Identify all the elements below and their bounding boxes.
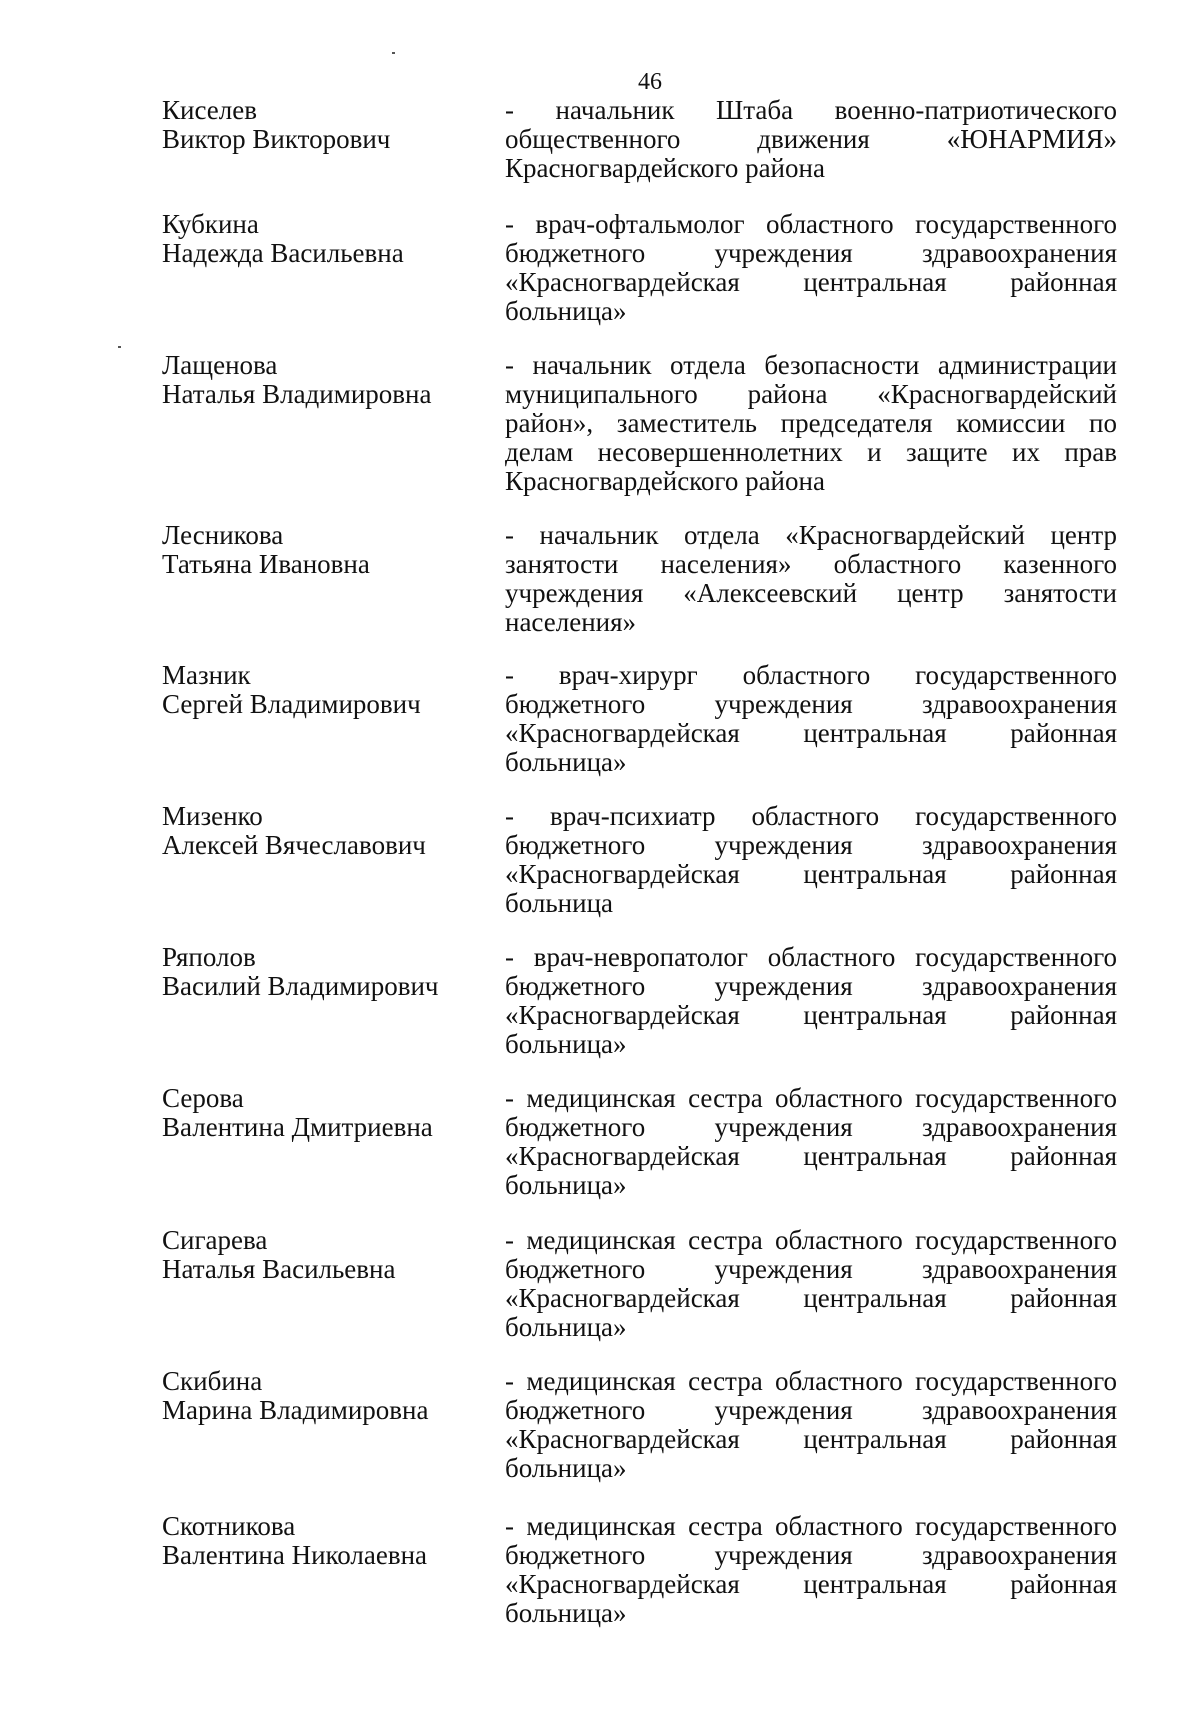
person-name <box>162 1226 482 1284</box>
surname: Кубкина <box>162 209 259 239</box>
position-description: - начальник Штаба военно-патриотического общественного движения «ЮНАРМИЯ» Красногвардейского района <box>505 95 1117 183</box>
surname: Киселев <box>162 95 257 125</box>
given-names: Виктор Викторович <box>162 124 391 154</box>
person-name <box>162 210 482 268</box>
surname: Лащенова <box>162 350 278 380</box>
surname: Скотникова <box>162 1511 296 1541</box>
surname: Ряполов <box>162 942 256 972</box>
position-description: - медицинская сестра областного государственного бюджетного учреждения здравоохранения «Красногвардейская центральная районная больница» <box>505 1366 1117 1483</box>
given-names: Надежда Васильевна <box>162 238 404 268</box>
surname: Скибина <box>162 1366 263 1396</box>
given-names: Валентина Николаевна <box>162 1540 428 1570</box>
person-name <box>162 351 482 409</box>
person-name <box>162 802 482 860</box>
surname: Мазник <box>162 660 251 690</box>
given-names: Татьяна Ивановна <box>162 549 370 579</box>
scan-speck <box>392 52 395 54</box>
position-description: - врач-офтальмолог областного государственного бюджетного учреждения здравоохранения «Красногвардейская центральная районная больница» <box>505 209 1117 326</box>
position-description: - медицинская сестра областного государственного бюджетного учреждения здравоохранения «Красногвардейская центральная районная больница» <box>505 1225 1117 1342</box>
scan-speck <box>118 346 121 348</box>
given-names: Валентина Дмитриевна <box>162 1112 433 1142</box>
position-description: - начальник отдела безопасности администрации муниципального района «Красногвардейский район», заместитель председателя комиссии по делам несовершеннолетних и защите их прав Красногвардейского района <box>505 350 1117 496</box>
given-names: Марина Владимировна <box>162 1395 429 1425</box>
position-description: - начальник отдела «Красногвардейский центр занятости населения» областного казенного учреждения «Алексеевский центр занятости населения» <box>505 520 1117 637</box>
given-names: Василий Владимирович <box>162 971 439 1001</box>
person-name <box>162 1084 482 1142</box>
page-number: 46 <box>638 69 662 95</box>
person-name <box>162 1512 482 1570</box>
given-names: Алексей Вячеславович <box>162 830 426 860</box>
surname: Мизенко <box>162 801 263 831</box>
position-description: - медицинская сестра областного государственного бюджетного учреждения здравоохранения «Красногвардейская центральная районная больница» <box>505 1511 1117 1628</box>
person-name <box>162 96 482 154</box>
position-description: - врач-невропатолог областного государственного бюджетного учреждения здравоохранения «Красногвардейская центральная районная больница» <box>505 942 1117 1059</box>
position-description: - врач-хирург областного государственного бюджетного учреждения здравоохранения «Красногвардейская центральная районная больница» <box>505 660 1117 777</box>
given-names: Наталья Васильевна <box>162 1254 396 1284</box>
surname: Лесникова <box>162 520 284 550</box>
position-description: - врач-психиатр областного государственного бюджетного учреждения здравоохранения «Красногвардейская центральная районная больница <box>505 801 1117 918</box>
surname: Сигарева <box>162 1225 268 1255</box>
person-name <box>162 521 482 579</box>
given-names: Наталья Владимировна <box>162 379 432 409</box>
person-name <box>162 661 482 719</box>
person-name <box>162 1367 482 1425</box>
surname: Серова <box>162 1083 244 1113</box>
given-names: Сергей Владимирович <box>162 689 421 719</box>
position-description: - медицинская сестра областного государственного бюджетного учреждения здравоохранения «Красногвардейская центральная районная больница» <box>505 1083 1117 1200</box>
person-name <box>162 943 482 1001</box>
